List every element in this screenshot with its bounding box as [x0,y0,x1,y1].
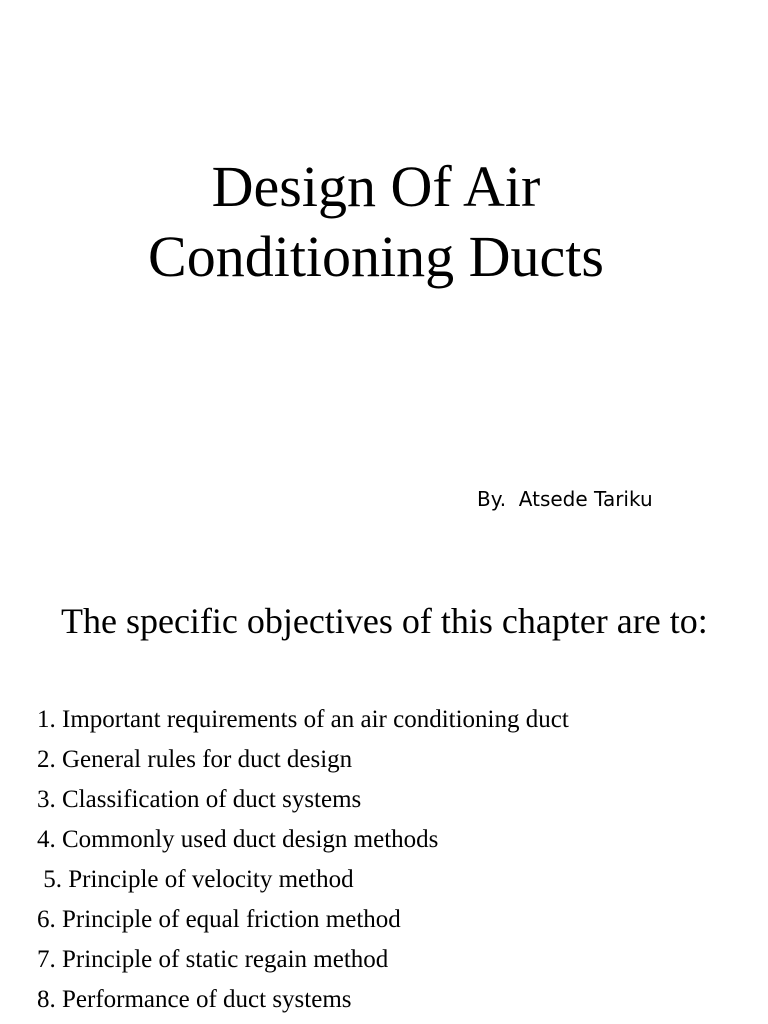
objective-item: 7. Principle of static regain method [37,946,389,973]
objectives-heading: The specific objectives of this chapter are to: [61,601,708,641]
objective-item: 8. Performance of duct systems [37,986,352,1013]
author-byline: By. Atsede Tariku [477,487,653,511]
slide-title [0,152,752,292]
objective-item: 4. Commonly used duct design methods [37,826,439,853]
objective-item: 1. Important requirements of an air conditioning duct [37,706,569,733]
title-line-1: Design Of Air [211,154,541,219]
objectives-slide [0,512,768,1024]
objective-item: 3. Classification of duct systems [37,786,362,813]
objectives-list [37,700,569,1020]
objective-item: 2. General rules for duct design [37,746,353,773]
objective-item: 5. Principle of velocity method [37,866,354,893]
objective-item: 6. Principle of equal friction method [37,906,401,933]
title-line-2: Conditioning Ducts [148,224,604,289]
